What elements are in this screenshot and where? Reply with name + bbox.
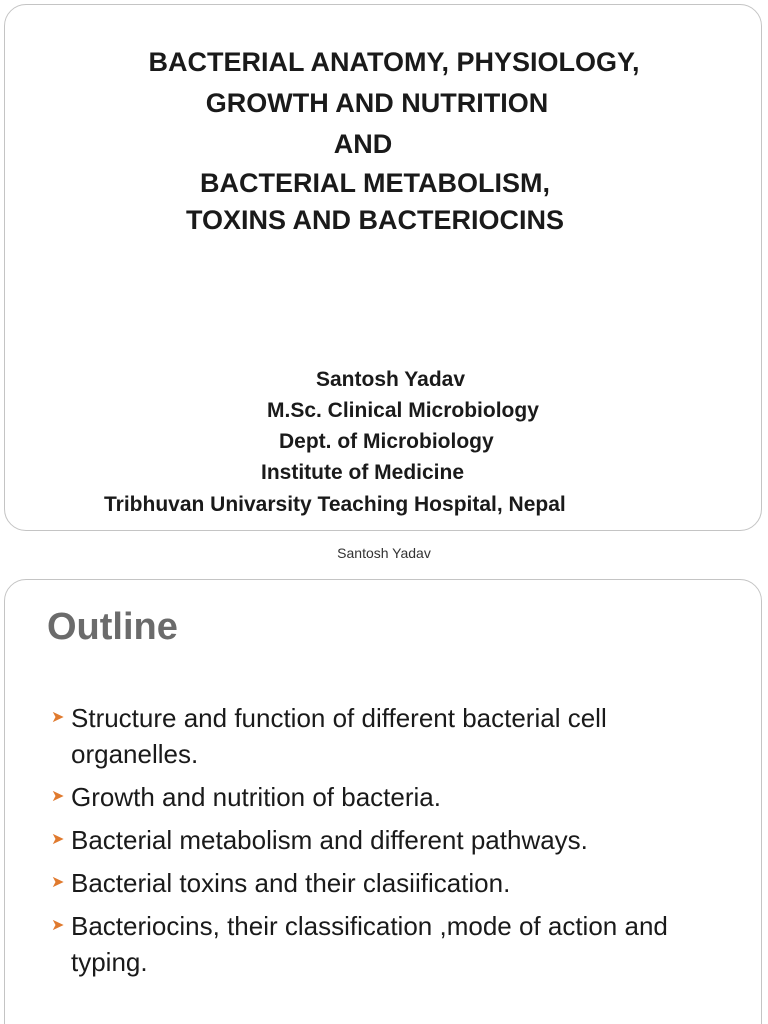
author-institute: Institute of Medicine — [261, 461, 465, 484]
outline-bullet-text: Growth and nutrition of bacteria. — [71, 782, 441, 812]
slide-title-line-2: GROWTH AND NUTRITION — [205, 88, 549, 118]
author-name: Santosh Yadav — [316, 368, 466, 391]
arrow-bullet-icon: ➤ — [51, 709, 65, 726]
outline-bullet-item — [49, 908, 739, 980]
title-slide — [4, 4, 762, 531]
outline-bullet-text: Bacterial toxins and their clasiification. — [71, 868, 511, 898]
outline-slide — [4, 579, 762, 1024]
outline-bullet-text: Bacterial metabolism and different pathways. — [71, 825, 588, 855]
outline-bullet-text: Structure and function of different bacterial cell organelles. — [71, 703, 607, 769]
slide-title-line-5: TOXINS AND BACTERIOCINS — [185, 205, 565, 235]
slide-title-line-3: AND — [333, 129, 393, 159]
outline-bullet-text: Bacteriocins, their classification ,mode of action and typing. — [71, 911, 668, 977]
outline-heading: Outline — [47, 606, 178, 648]
author-department: Dept. of Microbiology — [279, 430, 494, 453]
author-hospital: Tribhuvan Univarsity Teaching Hospital, Nepal — [104, 493, 566, 516]
author-degree: M.Sc. Clinical Microbiology — [267, 399, 539, 422]
arrow-bullet-icon: ➤ — [51, 831, 65, 848]
outline-bullet-list — [49, 700, 739, 987]
outline-bullet-item — [49, 865, 739, 901]
outline-bullet-item — [49, 700, 739, 772]
outline-bullet-item — [49, 822, 739, 858]
arrow-bullet-icon: ➤ — [51, 788, 65, 805]
outline-bullet-item — [49, 779, 739, 815]
arrow-bullet-icon: ➤ — [51, 874, 65, 891]
slide-title-line-4: BACTERIAL METABOLISM, — [200, 168, 550, 198]
slide-footer-caption: Santosh Yadav — [337, 545, 431, 561]
slide-title-line-1: BACTERIAL ANATOMY, PHYSIOLOGY, — [148, 47, 640, 77]
arrow-bullet-icon: ➤ — [51, 917, 65, 934]
